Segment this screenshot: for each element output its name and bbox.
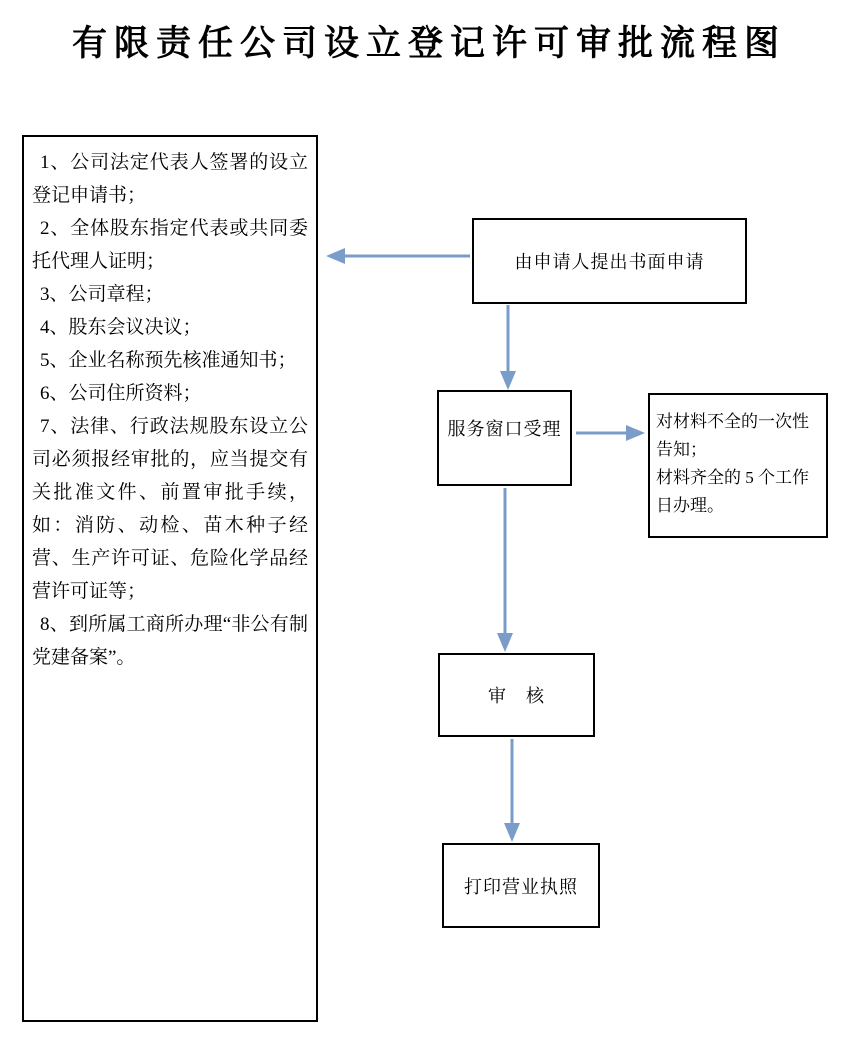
arrow-window-to-review	[497, 488, 513, 652]
document-item-7: 7、法律、行政法规股东设立公司必须报经审批的，应当提交有关批准文件、前置审批手续，如：消防、动检、苗木种子经营、生产许可证、危险化学品经营许可证等；	[32, 416, 308, 602]
step-print-license-label: 打印营业执照	[464, 876, 578, 897]
note-line-2: 材料齐全的 5 个工作日办理。	[656, 468, 809, 515]
arrow-review-to-print	[504, 739, 520, 842]
document-item-8: 8、到所属工商所办理“非公有制党建备案”。	[32, 614, 308, 668]
step-review-label: 审 核	[488, 686, 545, 706]
document-item-5: 5、企业名称预先核准通知书；	[40, 350, 297, 371]
document-item-6: 6、公司住所资料；	[40, 383, 202, 404]
document-item-1: 1、公司法定代表人签署的设立登记申请书；	[32, 152, 308, 206]
step-service-window-label: 服务窗口受理	[447, 419, 562, 439]
step-print-license	[442, 843, 600, 928]
page-title: 有限责任公司设立登记许可审批流程图	[72, 24, 787, 63]
note-line-1: 对材料不全的一次性告知；	[656, 412, 809, 459]
arrow-application-to-documents	[326, 248, 470, 264]
document-item-2: 2、全体股东指定代表或共同委托代理人证明；	[32, 218, 308, 272]
step-service-window	[437, 390, 572, 486]
document-item-3: 3、公司章程；	[40, 284, 164, 305]
arrow-window-to-note	[576, 425, 645, 441]
note-materials-processing	[648, 393, 828, 538]
arrow-application-to-window	[500, 305, 516, 390]
step-written-application	[472, 218, 747, 304]
required-documents-panel	[22, 135, 318, 1022]
step-written-application-label: 由申请人提出书面申请	[514, 252, 705, 272]
document-item-4: 4、股东会议决议；	[40, 317, 202, 338]
step-review	[438, 653, 595, 737]
